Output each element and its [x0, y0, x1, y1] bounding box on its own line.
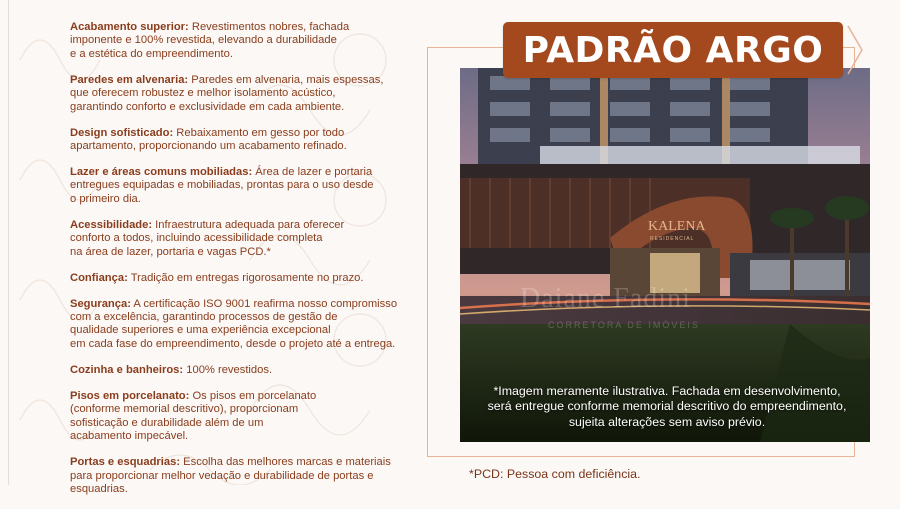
- feature-item: [70, 390, 400, 444]
- feature-text: Escolha das melhores marcas e materiais para proporcionar melhor vedação e durabilidade de portas e esquadrias.: [70, 456, 391, 495]
- features-list: [70, 21, 400, 509]
- feature-item: [70, 166, 400, 206]
- watermark-name: Daiane Fadini: [520, 283, 691, 314]
- feature-text: Paredes em alvenaria, mais espessas, que oferecem robustez e melhor isolamento acústico, garantindo conforto e exclusividade em cada ambiente.: [70, 73, 384, 113]
- image-disclaimer: *Imagem meramente ilustrativa. Fachada em desenvolvimento, será entregue conforme memorial descritivo do empreendimento, sujeita alterações sem aviso prévio.: [487, 383, 847, 429]
- building-render-image: [460, 68, 870, 442]
- feature-title: Acessibilidade:: [70, 218, 153, 231]
- feature-item: [70, 298, 400, 352]
- feature-title: Segurança:: [70, 297, 131, 310]
- feature-item: [70, 456, 400, 496]
- feature-text: Revestimentos nobres, fachada imponente e 100% revestida, elevando a durabilidade e a estética do empreendimento.: [70, 21, 350, 60]
- feature-item: [70, 74, 400, 114]
- building-sign-sub: RESIDENCIAL: [650, 236, 695, 242]
- feature-title: Lazer e áreas comuns mobiliadas:: [70, 166, 253, 179]
- feature-title: Portas e esquadrias:: [70, 456, 181, 469]
- feature-title: Pisos em porcelanato:: [70, 389, 190, 402]
- feature-item: [70, 219, 400, 259]
- feature-text: A certificação ISO 9001 reafirma nosso compromisso com a excelência, garantindo processos de gestão de qualidade superiores e uma experiência excepcional em cada fase do empreendimento, desde o projeto até a entrega.: [70, 297, 398, 350]
- feature-item: [70, 127, 400, 154]
- feature-item: [70, 364, 400, 377]
- feature-text: Tradição em entregas rigorosamente no prazo.: [127, 271, 364, 284]
- title-banner: [503, 22, 843, 78]
- pcd-footnote: *PCD: Pessoa com deficiência.: [469, 467, 641, 481]
- feature-text: Rebaixamento em gesso por todo apartamento, proporcionando um acabamento refinado.: [70, 126, 347, 153]
- feature-title: Cozinha e banheiros:: [70, 363, 184, 376]
- chevron-right-icon: [846, 24, 866, 76]
- feature-text: 100% revestidos.: [183, 363, 273, 376]
- feature-item: [70, 272, 400, 285]
- feature-text: Área de lazer e portaria entregues equipadas e mobiliadas, prontas para o uso desde o primeiro dia.: [70, 166, 374, 205]
- banner-title: PADRÃO ARGO: [522, 29, 824, 71]
- watermark-subtitle: CORRETORA DE IMÓVEIS: [548, 320, 700, 330]
- feature-title: Paredes em alvenaria:: [70, 73, 189, 86]
- feature-title: Design sofisticado:: [70, 126, 174, 139]
- feature-title: Acabamento superior:: [70, 21, 189, 33]
- left-edge-divider: [0, 0, 9, 485]
- feature-title: Confiança:: [70, 271, 128, 284]
- building-sign: KALENA: [648, 219, 706, 234]
- feature-text: Infraestrutura adequada para oferecer conforto a todos, incluindo acessibilidade completa na área de lazer, portaria e vagas PCD.*: [70, 218, 345, 258]
- feature-item: [70, 21, 400, 61]
- feature-text: Os pisos em porcelanato (conforme memorial descritivo), proporcionam sofisticação e durabilidade além de um acabamento impecável.: [70, 389, 317, 443]
